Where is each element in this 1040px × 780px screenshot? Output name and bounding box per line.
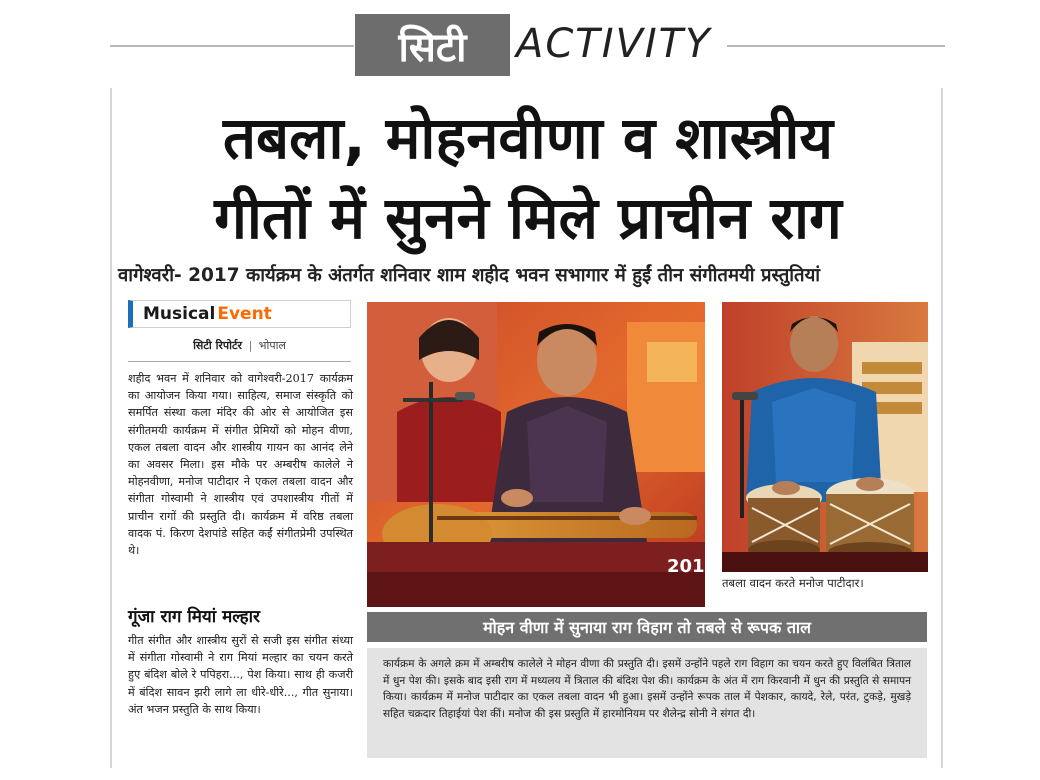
headline	[118, 98, 938, 258]
article-paragraph-2: गीत संगीत और शास्त्रीय सुरों से सजी इस संगीत संध्या में संगीता गोस्वामी ने राग मियां मल्हार का चयन करते हुए बंदिश बोले रे पपिहरा..., पेश किया। साथ ही कजरी में बंदिश सावन झरी लागे ला धीरे-धीरे..., गीत सुनाया। अंत भजन प्रस्तुति के साथ किया।	[128, 634, 353, 716]
headline-line-2: गीतों में सुनने मिले प्राचीन राग	[214, 184, 842, 252]
highlight-banner: मोहन वीणा में सुनाया राग विहाग तो तबले से रूपक ताल	[367, 612, 927, 642]
frame-border-right	[941, 88, 943, 768]
main-photo-illustration	[367, 302, 718, 607]
frame-border-left	[110, 88, 112, 768]
section-tag-part2: Event	[217, 304, 272, 324]
byline-city: भोपाल	[258, 339, 286, 352]
article-subheading: गूंजा राग मियां मल्हार	[128, 607, 260, 627]
byline-divider	[128, 361, 351, 362]
main-photo	[367, 302, 718, 607]
main-photo-banner-text: 2017	[667, 556, 718, 577]
headline-line-1: तबला, मोहनवीणा व शास्त्रीय	[222, 104, 833, 172]
masthead-rule-left	[110, 45, 354, 47]
subheadline: वागेश्वरी- 2017 कार्यक्रम के अंतर्गत शनिवार शाम शहीद भवन सभागार में हुईं तीन संगीतमयी प्रस्तुतियां	[118, 265, 821, 286]
masthead-rule-right	[727, 45, 945, 47]
city-label: सिटी	[355, 14, 510, 76]
article-paragraph-1: शहीद भवन में शनिवार को वागेश्वरी-2017 कार्यक्रम का आयोजन किया गया। साहित्य, समाज संस्कृति को समर्पित संस्था कला मंदिर की ओर से आयोजित इस संगीतमयी कार्यक्रम में संगीत प्रेमियों को मोहन वीणा, एकल तबला वादन और शास्त्रीय गायन का आनंद लेने का अवसर मिला। इस मौके पर अम्बरीष कालेले ने मोहनवीणा, मनोज पाटीदार ने एकल तबला वादन और संगीता गोस्वामी ने शास्त्रीय एवं उपशास्त्रीय गीतों में प्राचीन रागों की प्रस्तुति दी। कार्यक्रम में वरिष्ठ तबला वादक पं. किरण देशपांडे सहित कईं संगीतप्रेमी उपस्थित थे।	[128, 372, 353, 558]
byline	[128, 338, 351, 353]
side-photo	[722, 302, 928, 572]
highlight-box: कार्यक्रम के अगले क्रम में अम्बरीष कालेले ने मोहन वीणा की प्रस्तुति दी। इसमें उन्होंने पहले राग विहाग का चयन करते हुए विलंबित त्रिताल में धुन पेश की। इसके बाद इसी राग में मध्यलय में त्रिताल की बंदिश पेश की। कार्यक्रम के अंत में राग किरवानी में धुन की प्रस्तुति से समापन किया। कार्यक्रम में मनोज पाटीदार का एकल तबला वादन भी हुआ। इसमें उन्होंने रूपक ताल में पेशकार, कायदे, रेले, परंत, टुकड़े, मुखड़े सहित चक्रदार तिहाईयां पेश कीं। मनोज की इस प्रस्तुति में हारमोनियम पर शैलेन्द्र सोनी ने संगत दी।	[367, 648, 927, 758]
side-photo-illustration	[722, 302, 928, 572]
side-photo-caption: तबला वादन करते मनोज पाटीदार।	[722, 576, 864, 590]
section-tag-part1: Musical	[143, 304, 216, 324]
byline-separator: |	[248, 339, 253, 352]
byline-reporter: सिटी रिपोर्टर	[193, 339, 243, 352]
section-tag	[128, 300, 351, 328]
activity-label: ACTIVITY	[516, 21, 712, 67]
